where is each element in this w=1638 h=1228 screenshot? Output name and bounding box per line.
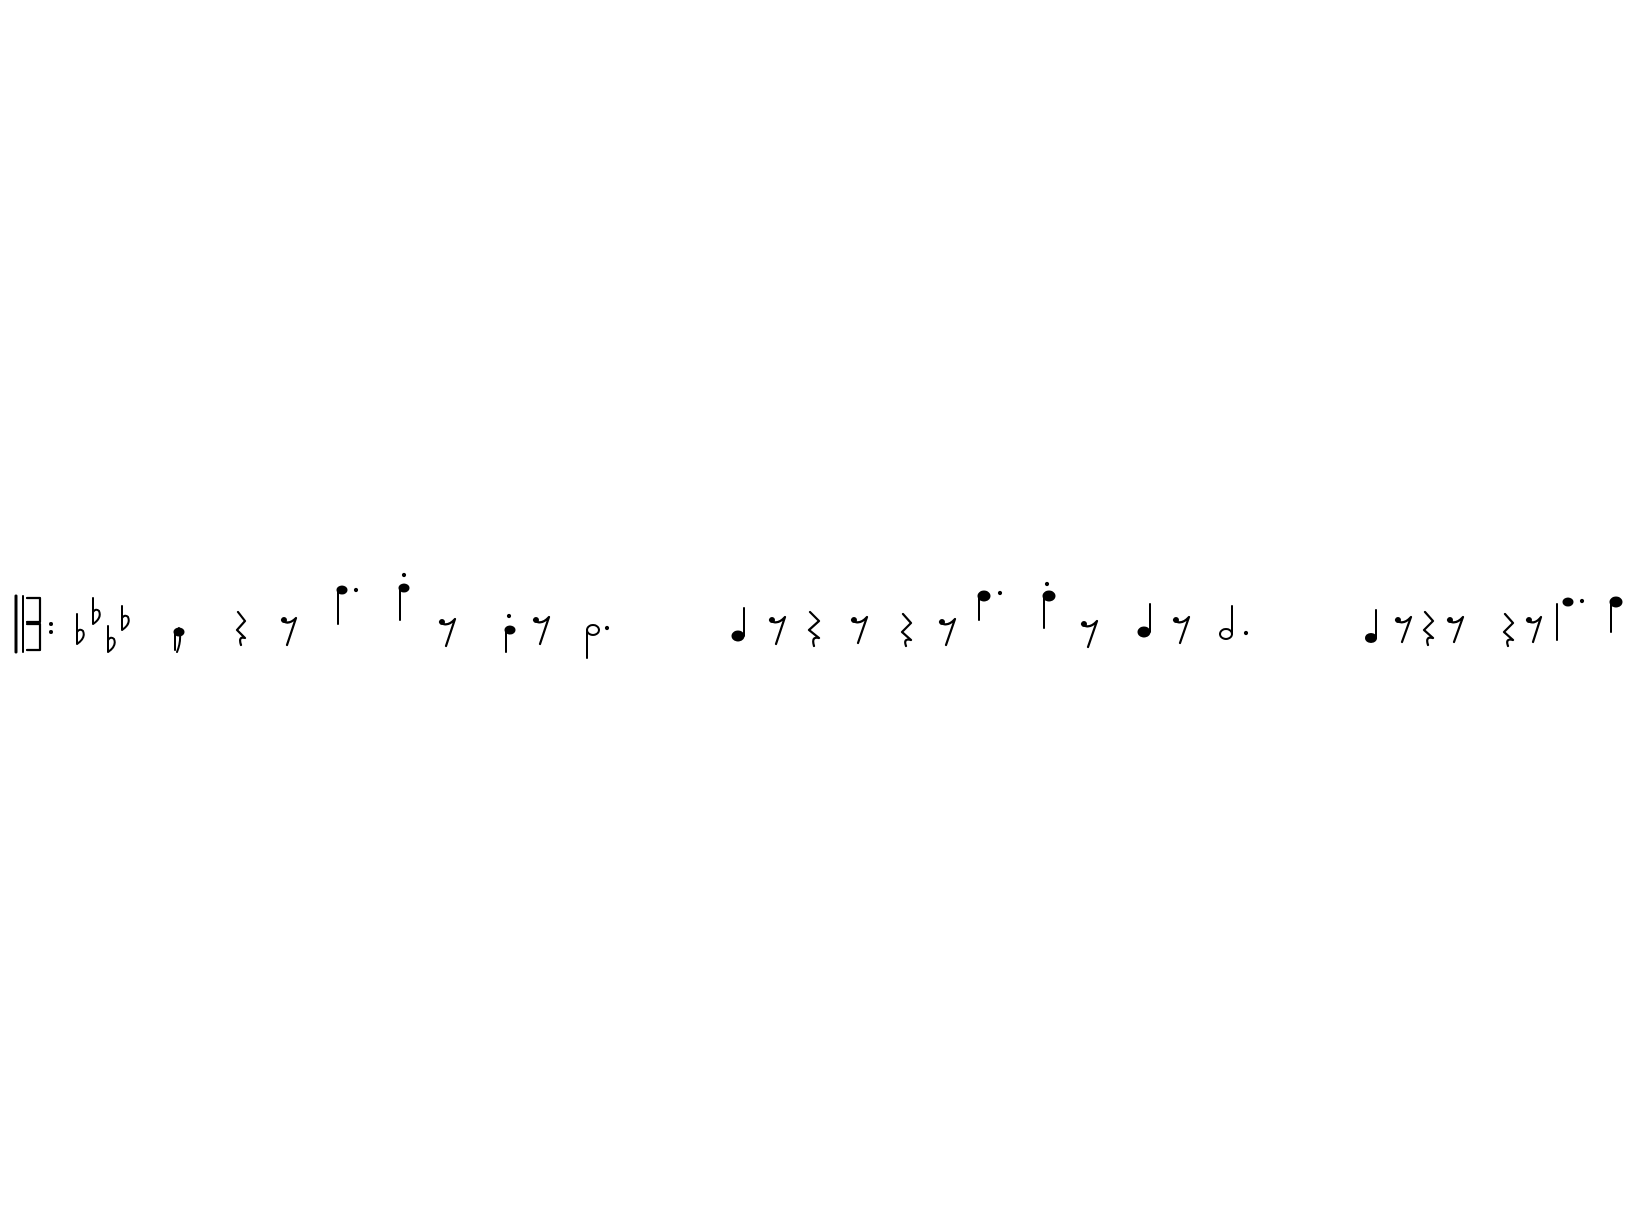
note-symbol [174, 628, 184, 652]
note-symbol [587, 625, 609, 658]
note-symbol [505, 614, 515, 652]
note-symbol [1138, 604, 1150, 637]
note-symbol [337, 586, 358, 624]
note-symbol [1563, 598, 1584, 606]
eighth-rest-icon [770, 617, 786, 644]
flat-icon [93, 598, 100, 624]
key-signature [77, 598, 129, 652]
note-symbol [732, 608, 744, 641]
flat-icon [122, 606, 129, 630]
eighth-rest-icon [1527, 617, 1542, 642]
flat-icon [77, 614, 84, 644]
eighth-rest-icon [1082, 621, 1098, 647]
quarter-rest-icon [1504, 614, 1513, 646]
quarter-rest-icon [1424, 612, 1433, 645]
eighth-rest-icon [940, 619, 956, 645]
eighth-rest-icon [852, 617, 868, 643]
note-symbol [978, 591, 1002, 620]
eighth-rest-icon [1174, 617, 1190, 643]
c-clef-icon [16, 596, 53, 652]
note-symbol [399, 573, 409, 620]
eighth-rest-icon [282, 618, 297, 646]
eighth-rest-icon [534, 617, 550, 644]
note-symbol [1220, 606, 1248, 639]
eighth-rest-icon [1396, 617, 1412, 642]
quarter-rest-icon [902, 614, 911, 646]
quarter-rest-icon [237, 612, 245, 645]
eighth-rest-icon [440, 619, 456, 646]
note-symbol [1043, 582, 1055, 628]
quarter-rest-icon [809, 612, 819, 646]
flat-icon [108, 626, 115, 652]
note-symbol [1610, 597, 1622, 632]
note-symbol [1366, 610, 1377, 643]
eighth-rest-icon [1448, 617, 1464, 642]
